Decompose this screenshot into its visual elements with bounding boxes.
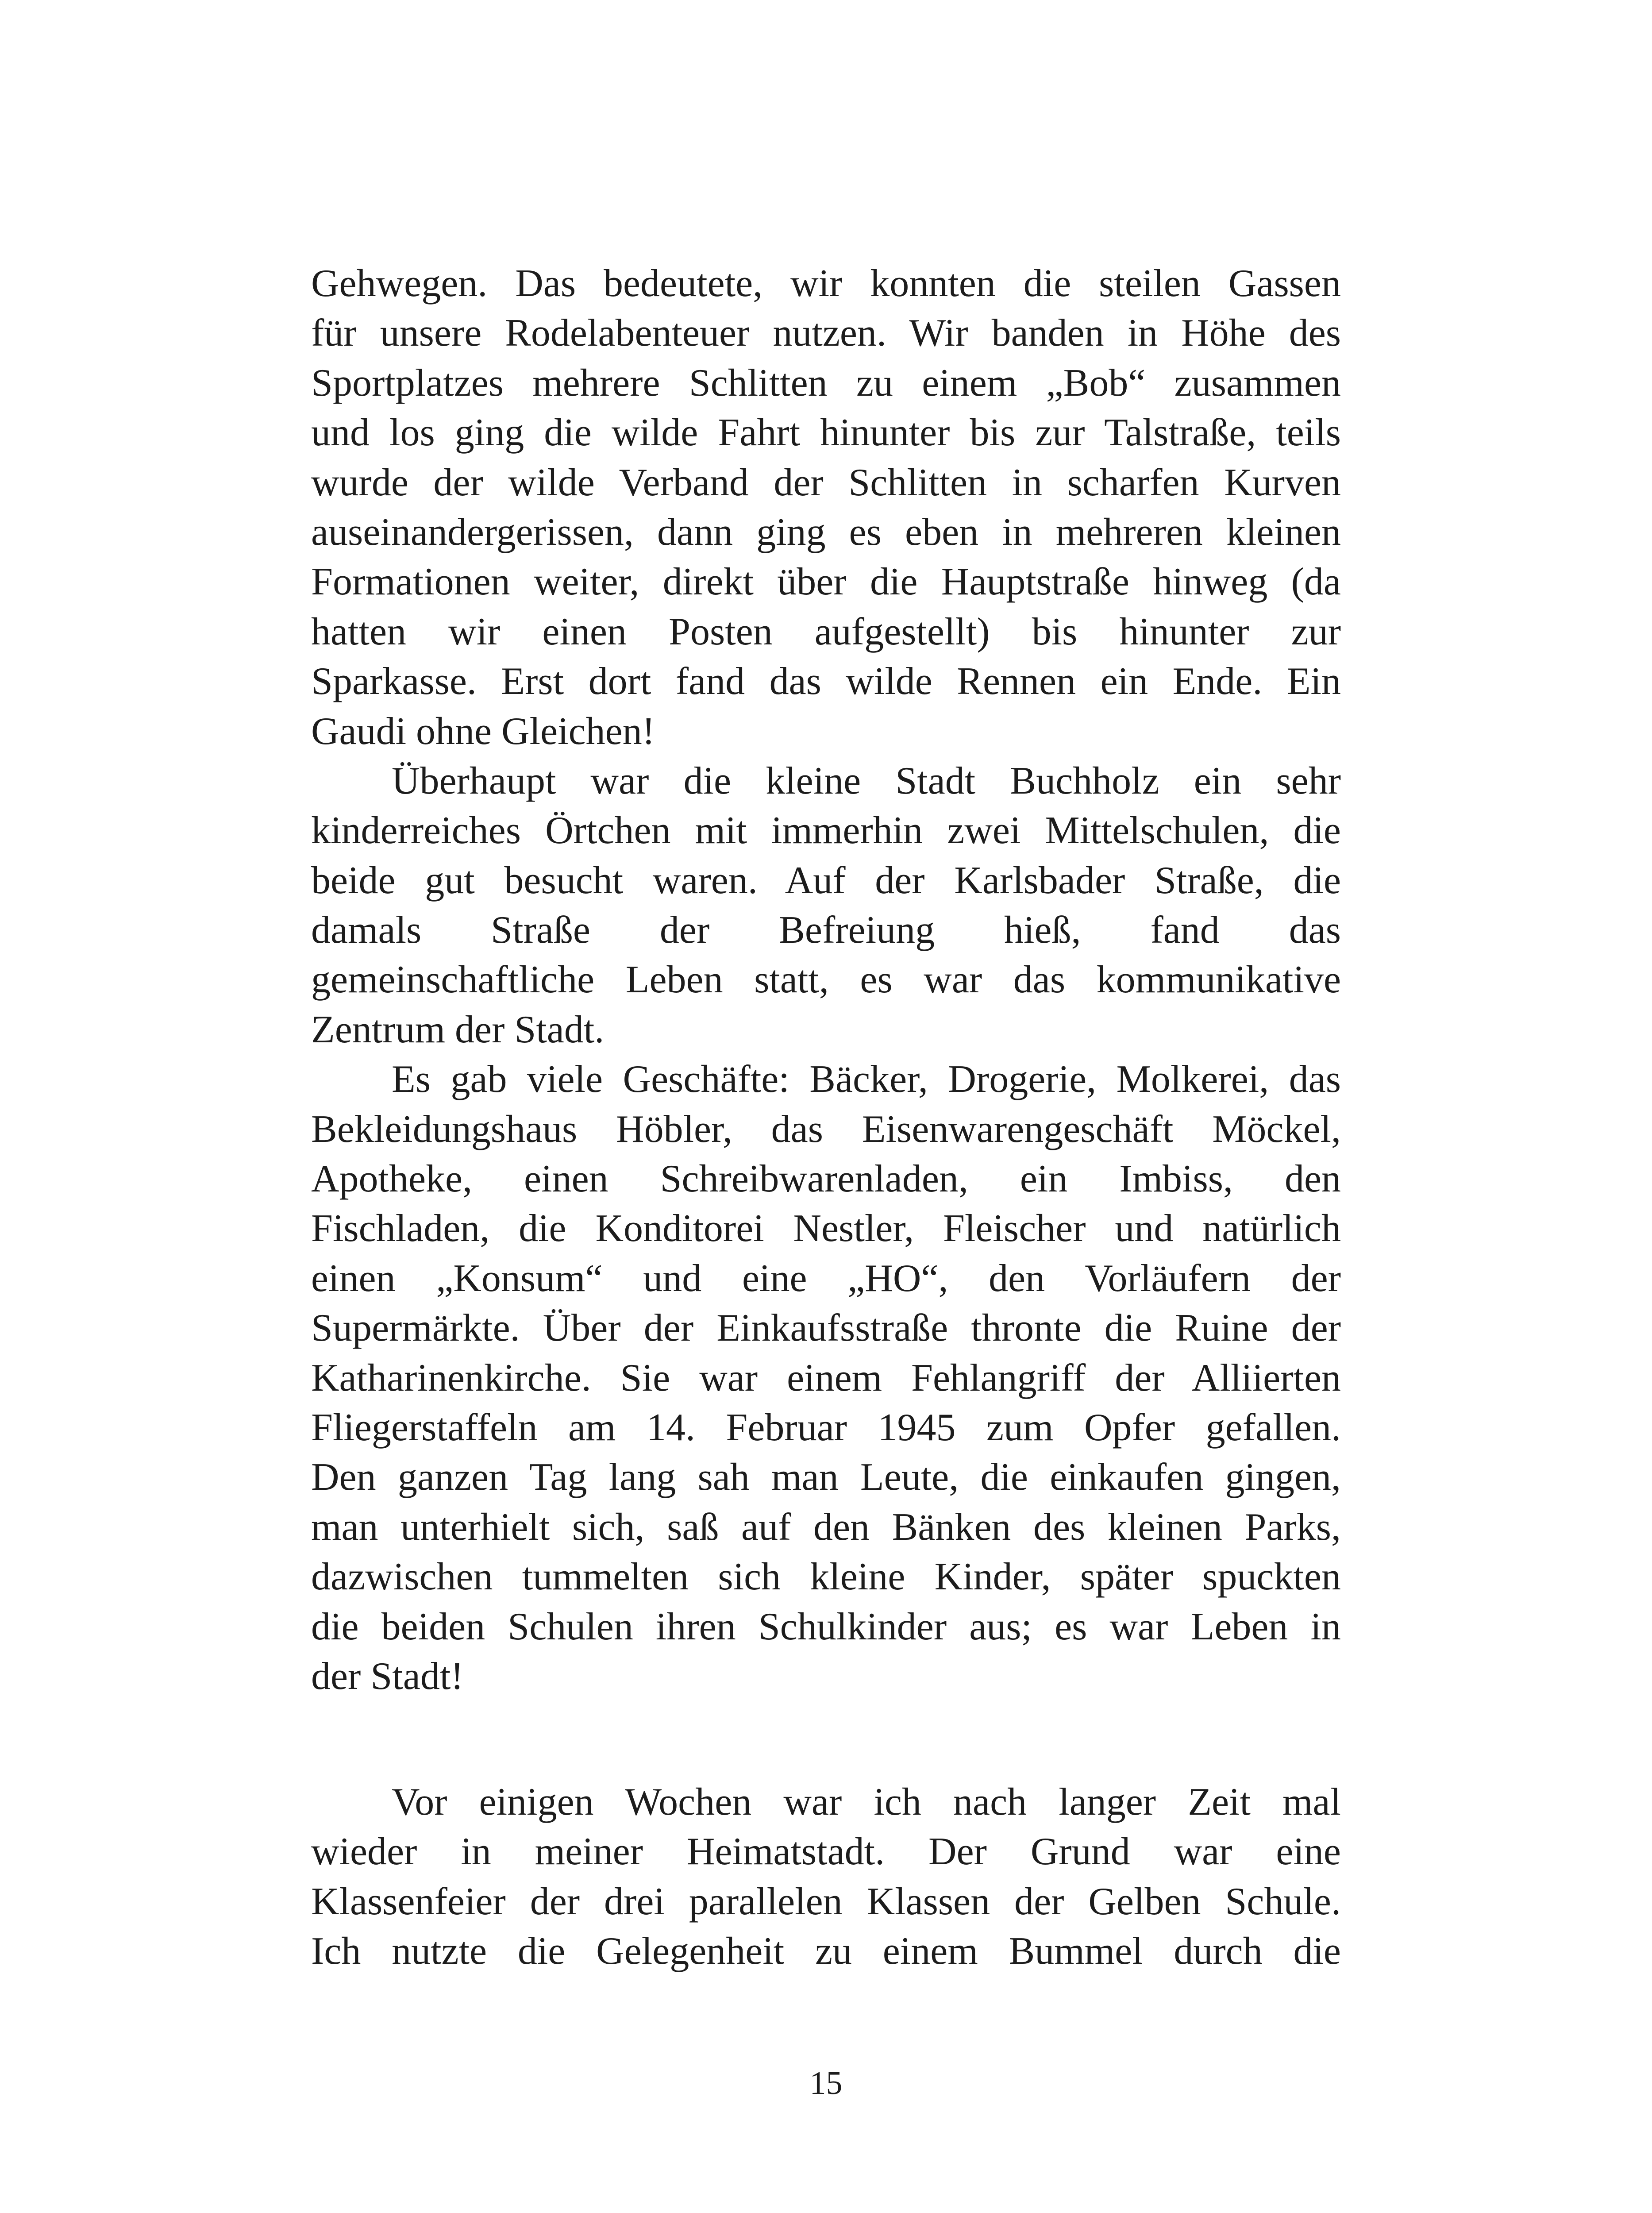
paragraph [311, 756, 1341, 1055]
text-block-lower [311, 1777, 1341, 1977]
text-line: Zentrum der Stadt. [311, 1008, 605, 1051]
text-line: kinderreiches Örtchen mit immerhin zwei Mittelschulen, die [311, 809, 1341, 852]
text-line: Bekleidungshaus Höbler, das Eisenwarengeschäft Möckel, [311, 1107, 1341, 1151]
text-line: Es gab viele Geschäfte: Bäcker, Drogerie, Molkerei, das [392, 1058, 1341, 1101]
paragraph [311, 259, 1341, 756]
text-line: Vor einigen Wochen war ich nach langer Zeit mal [392, 1781, 1341, 1824]
text-line: Ich nutzte die Gelegenheit zu einem Bummel durch die [311, 1930, 1341, 1973]
text-line: Gehwegen. Das bedeutete, wir konnten die steilen Gassen [311, 262, 1341, 305]
text-line: Katharinenkirche. Sie war einem Fehlangriff der Alliierten [311, 1356, 1341, 1400]
text-line: die beiden Schulen ihren Schulkinder aus; es war Leben in [311, 1605, 1341, 1648]
text-line: Den ganzen Tag lang sah man Leute, die einkaufen gingen, [311, 1456, 1341, 1499]
text-line: Apotheke, einen Schreibwarenladen, ein Imbiss, den [311, 1157, 1341, 1201]
text-line: Sportplatzes mehrere Schlitten zu einem „Bob“ zusammen [311, 361, 1341, 405]
text-line: wieder in meiner Heimatstadt. Der Grund war eine [311, 1830, 1341, 1874]
page-number: 15 [809, 2065, 843, 2101]
text-line: Fischladen, die Konditorei Nestler, Fleischer und natürlich [311, 1207, 1341, 1250]
paragraph [311, 1055, 1341, 1701]
text-line: einen „Konsum“ und eine „HO“, den Vorläufern der [311, 1257, 1341, 1300]
text-line: Gaudi ohne Gleichen! [311, 709, 655, 753]
text-line: beide gut besucht waren. Auf der Karlsbader Straße, die [311, 859, 1341, 902]
text-line: dazwischen tummelten sich kleine Kinder, später spuckten [311, 1555, 1341, 1599]
text-block-upper [311, 259, 1341, 1701]
text-line: der Stadt! [311, 1654, 464, 1698]
text-line: für unsere Rodelabenteuer nutzen. Wir banden in Höhe des [311, 312, 1341, 355]
paragraph [311, 1777, 1341, 1977]
text-line: hatten wir einen Posten aufgestellt) bis hinunter zur [311, 610, 1341, 653]
text-line: man unterhielt sich, saß auf den Bänken des kleinen Parks, [311, 1505, 1341, 1549]
text-line: Klassenfeier der drei parallelen Klassen der Gelben Schule. [311, 1880, 1341, 1923]
text-line: Supermärkte. Über der Einkaufsstraße thronte die Ruine der [311, 1307, 1341, 1350]
text-line: wurde der wilde Verband der Schlitten in scharfen Kurven [311, 461, 1341, 504]
text-line: Sparkasse. Erst dort fand das wilde Rennen ein Ende. Ein [311, 660, 1341, 703]
text-line: und los ging die wilde Fahrt hinunter bis zur Talstraße, teils [311, 411, 1341, 455]
text-line: damals Straße der Befreiung hieß, fand das [311, 909, 1341, 952]
text-line: Fliegerstaffeln am 14. Februar 1945 zum Opfer gefallen. [311, 1406, 1341, 1449]
text-line: auseinandergerissen, dann ging es eben in mehreren kleinen [311, 510, 1341, 554]
text-line: Formationen weiter, direkt über die Hauptstraße hinweg (da [311, 560, 1341, 604]
text-line: Überhaupt war die kleine Stadt Buchholz ein sehr [392, 759, 1341, 802]
text-line: gemeinschaftliche Leben statt, es war das kommunikative [311, 958, 1341, 1002]
